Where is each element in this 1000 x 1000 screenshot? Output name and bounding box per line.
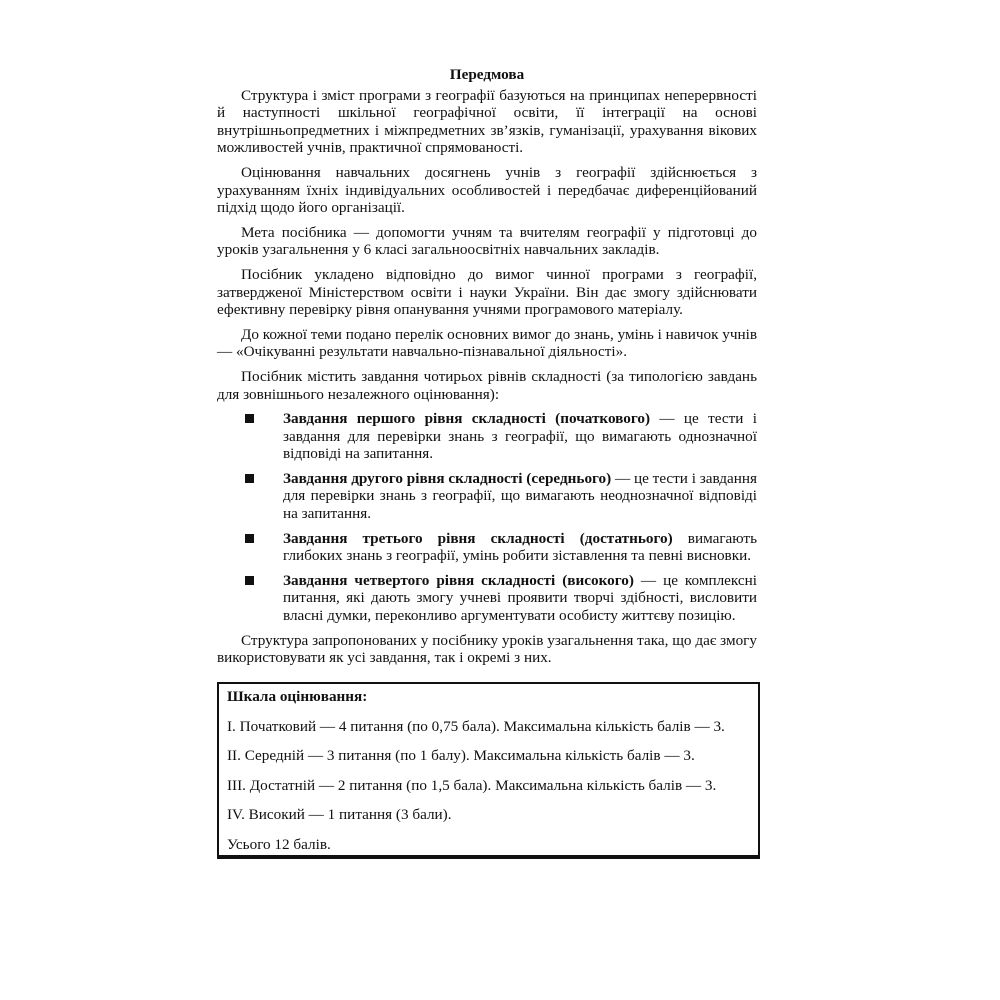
- list-item: [283, 470, 757, 523]
- bullet-text: — це тести і завдання для перевірки знань з географії, що вимагають однозначної відповіді на запитання.: [283, 410, 757, 463]
- bullet-text: — це тести і завдання для перевірки знань з географії, що вимагають неоднозначної відповіді на запитання.: [283, 469, 758, 523]
- list-item: [283, 410, 757, 463]
- closing-paragraph: Структура запропонованих у посібнику уроків узагальнення така, що дає змогу використовувати як усі завдання, так і окремі з них.: [217, 631, 757, 667]
- paragraph: Посібник містить завдання чотирьох рівнів складності (за типологією завдань для зовнішнього незалежного оцінювання):: [217, 367, 757, 403]
- square-bullet-icon: [245, 534, 254, 543]
- bullet-heading: Завдання першого рівня складності (початкового): [283, 410, 651, 428]
- square-bullet-icon: [245, 474, 254, 483]
- grading-scale-title: Шкала оцінювання:: [227, 688, 368, 705]
- bullet-heading: Завдання другого рівня складності (середнього): [283, 469, 612, 487]
- bullet-text: — це комплексні питання, які дають змогу учневі проявити творчі здібності, висловити власні думки, переконливо аргументувати особисту життєву позицію.: [283, 571, 757, 625]
- paragraph: Мета посібника — допомогти учням та вчителям географії у підготовці до уроків узагальнення у 6 класі загальноосвітніх навчальних закладів.: [217, 223, 757, 259]
- paragraph: До кожної теми подано перелік основних вимог до знань, умінь і навичок учнів — «Очікуванні результати навчально-пізнавальної діяльності».: [217, 325, 757, 361]
- page-title: Передмова: [449, 66, 525, 83]
- grading-scale-box: [217, 682, 760, 859]
- bullet-text: вимагають глибоких знань з географії, умінь робити зіставлення та певні висновки.: [283, 529, 757, 565]
- grading-scale-total: Усього 12 балів.: [227, 835, 331, 853]
- grading-scale-row: III. Достатній — 2 питання (по 1,5 бала). Максимальна кількість балів — 3.: [227, 776, 717, 794]
- bullet-heading: Завдання четвертого рівня складності (високого): [283, 571, 634, 589]
- preface-content: [217, 66, 757, 674]
- list-item: [283, 572, 757, 625]
- square-bullet-icon: [245, 576, 254, 585]
- bullet-heading: Завдання третього рівня складності (достатнього): [283, 529, 673, 547]
- paragraph: Посібник укладено відповідно до вимог чинної програми з географії, затвердженої Міністерством освіти і науки України. Він дає змогу здійснювати ефективну перевірку рівня опанування учнями програмового матеріалу.: [217, 265, 757, 319]
- paragraph: Структура і зміст програми з географії базуються на принципах неперервності й наступності шкільної географічної освіти, її інтеграції на основі внутрішньопредметних і міжпредметних зв’язків, гуманізації, урахування вікових можливостей учнів, практичної спрямованості.: [217, 86, 757, 157]
- grading-scale-row: II. Середній — 3 питання (по 1 балу). Максимальна кількість балів — 3.: [227, 747, 695, 765]
- grading-scale-row: I. Початковий — 4 питання (по 0,75 бала). Максимальна кількість балів — 3.: [227, 717, 725, 735]
- square-bullet-icon: [245, 414, 254, 423]
- list-item: [283, 530, 757, 565]
- paragraph: Оцінювання навчальних досягнень учнів з географії здійснюється з урахуванням їхніх індивідуальних особливостей і передбачає диференційований підхід щодо його організації.: [217, 163, 757, 217]
- grading-scale-row: IV. Високий — 1 питання (3 бали).: [227, 806, 452, 824]
- difficulty-levels-list: [217, 410, 757, 625]
